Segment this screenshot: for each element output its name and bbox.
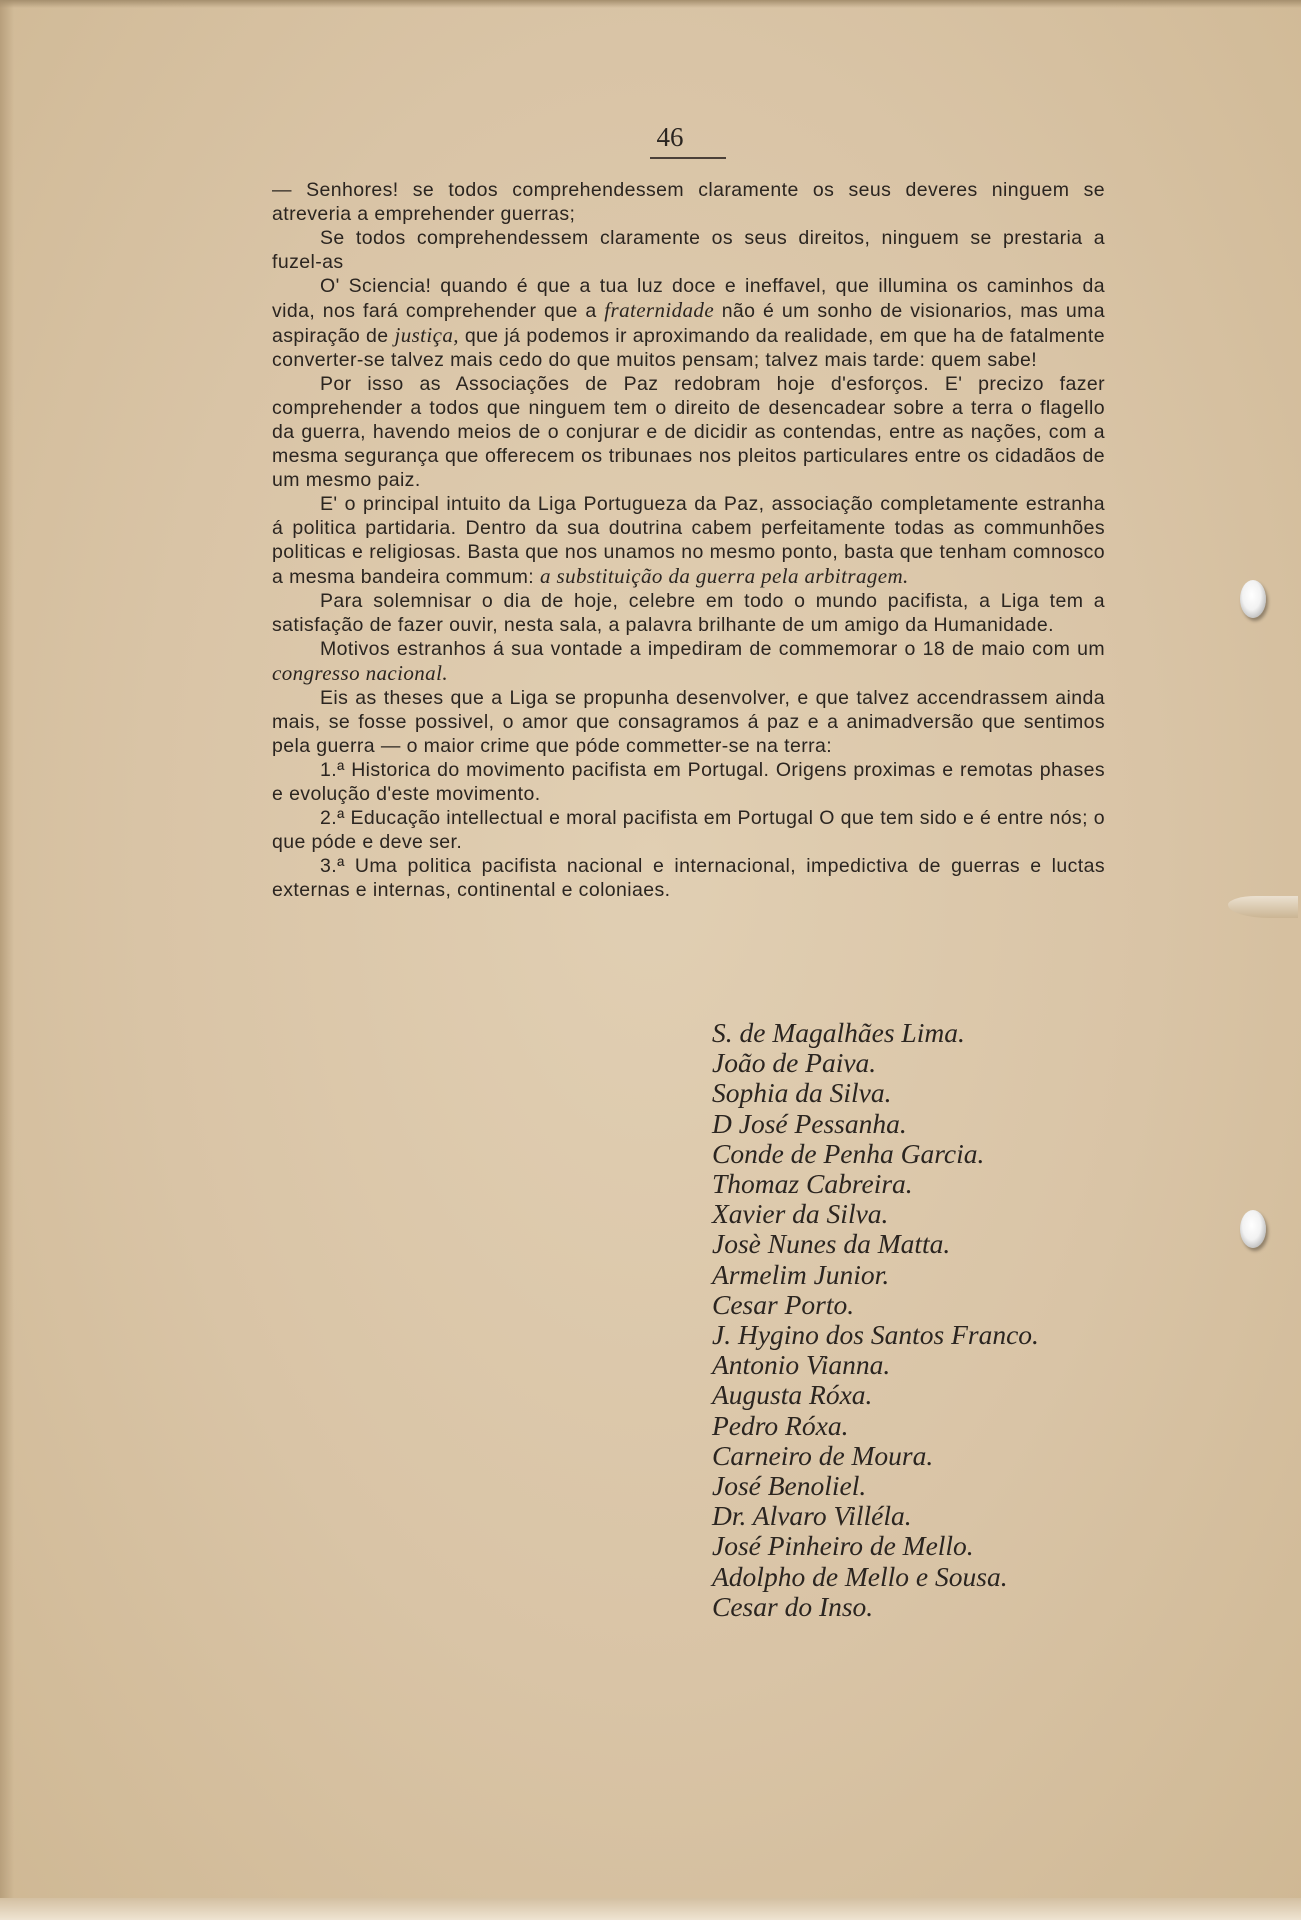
signatory: Sophia da Silva. <box>712 1077 892 1109</box>
signatory: Pedro Róxa. <box>712 1409 849 1441</box>
paragraph-text: que já podemos ir aproximando da realidade, em que ha de fatalmente converter-se talvez mais cedo do que muitos pensam; talvez mais tarde: quem sabe! <box>272 325 1105 371</box>
signatory: José Pinheiro de Mello. <box>712 1530 974 1562</box>
punch-hole-icon <box>1240 580 1266 618</box>
thesis-1: 1.ª Historica do movimento pacifista em Portugal. Origens proximas e remotas phases e evolução d'este movimento. <box>272 759 1105 805</box>
paragraph-senhores: — Senhores! se todos comprehendessem claramente os seus deveres ninguem se atreveria a emprehender guerras; <box>272 179 1105 225</box>
signatory-list <box>712 1018 1132 1622</box>
signatory: D José Pessanha. <box>712 1107 907 1139</box>
paragraph-text: Motivos estranhos á sua vontade a impediram de commemorar o 18 de maio com um <box>320 638 1105 660</box>
page-number-rule <box>650 157 726 159</box>
signatory: S. de Magalhães Lima. <box>712 1017 965 1048</box>
page-number: 46 <box>656 122 684 152</box>
signatory: Antonio Vianna. <box>712 1349 891 1381</box>
paper-tear-icon <box>1228 896 1298 918</box>
thesis-3: 3.ª Uma politica pacifista nacional e internacional, impedictiva de guerras e luctas externas e internas, continental e coloniaes. <box>272 855 1105 901</box>
paper-left-edge <box>0 0 14 1920</box>
signatory: Thomaz Cabreira. <box>712 1168 913 1200</box>
signatory: Adolpho de Mello e Sousa. <box>712 1560 1008 1592</box>
signatory: Cesar Porto. <box>712 1288 855 1320</box>
paper-top-edge <box>0 0 1301 8</box>
signatory: Dr. Alvaro Villéla. <box>712 1500 912 1532</box>
paragraph-associacoes: Por isso as Associações de Paz redobram hoje d'esforços. E' precizo fazer comprehender a todos que ninguem tem o direito de desencadear sobre a terra o flagello da guerra, havendo meios de o conjurar e de dicidir as contendas, entre as nações, com a mesma segurança que offerecem os tribunaes nos pleitos particulares entre os cidadãos de um mesmo paiz. <box>272 373 1105 491</box>
signatory: J. Hygino dos Santos Franco. <box>712 1319 1039 1351</box>
paragraph-sciencia <box>272 274 1105 372</box>
paragraph-theses: Eis as theses que a Liga se propunha desenvolver, e que talvez accendrassem ainda mais, se fosse possivel, o amor que consagramos á paz e a animadversão que sentimos pela guerra — o maior crime que póde commetter-se na terra: <box>272 687 1105 757</box>
signatory: José Benoliel. <box>712 1470 867 1502</box>
signatory: Cesar do Inso. <box>712 1590 874 1622</box>
body-text <box>272 178 1105 902</box>
emphasis-congresso: congresso nacional. <box>272 661 448 685</box>
thesis-2: 2.ª Educação intellectual e moral pacifista em Portugal O que tem sido e é entre nós; o que póde e deve ser. <box>272 807 1105 853</box>
paragraph-direitos: Se todos comprehendessem claramente os seus direitos, ninguem se prestaria a fuzel-as <box>272 227 1105 273</box>
signatory: Augusta Róxa. <box>712 1379 873 1411</box>
paragraph-text: O' Sciencia! quando é que a tua luz doce e ineffavel, que illumina os caminhos da vida, nos fará comprehender que a <box>272 275 1105 322</box>
signatory: Carneiro de Moura. <box>712 1439 934 1471</box>
signatory: Xavier da Silva. <box>712 1198 889 1230</box>
paragraph-liga <box>272 492 1105 589</box>
emphasis-justica: justiça, <box>394 323 459 347</box>
punch-hole-icon <box>1240 1210 1266 1248</box>
paragraph-text: E' o principal intuito da Liga Portugueza da Paz, associação completamente estranha á politica partidaria. Dentro da sua doutrina cabem perfeitamente todas as communhões politicas e religiosas. Basta que nos unamos no mesmo ponto, basta que tenham comnosco a mesma bandeira commum: <box>272 493 1105 588</box>
emphasis-fraternidade: fraternidade <box>604 298 715 322</box>
signatory: Conde de Penha Garcia. <box>712 1137 985 1169</box>
signatory: Armelim Junior. <box>712 1258 890 1290</box>
emphasis-arbitragem: a substituição da guerra pela arbitragem. <box>539 564 909 588</box>
signatory: Josè Nunes da Matta. <box>712 1228 951 1260</box>
signatory: João de Paiva. <box>712 1047 877 1079</box>
paragraph-solemnisar: Para solemnisar o dia de hoje, celebre em todo o mundo pacifista, a Liga tem a satisfação de fazer ouvir, nesta sala, a palavra brilhante de um amigo da Humanidade. <box>272 590 1105 636</box>
paragraph-text: não é um sonho de visionarios, mas uma aspiração de <box>272 300 1105 347</box>
paragraph-motivos <box>272 637 1105 686</box>
paper-bottom-edge <box>0 1898 1301 1920</box>
